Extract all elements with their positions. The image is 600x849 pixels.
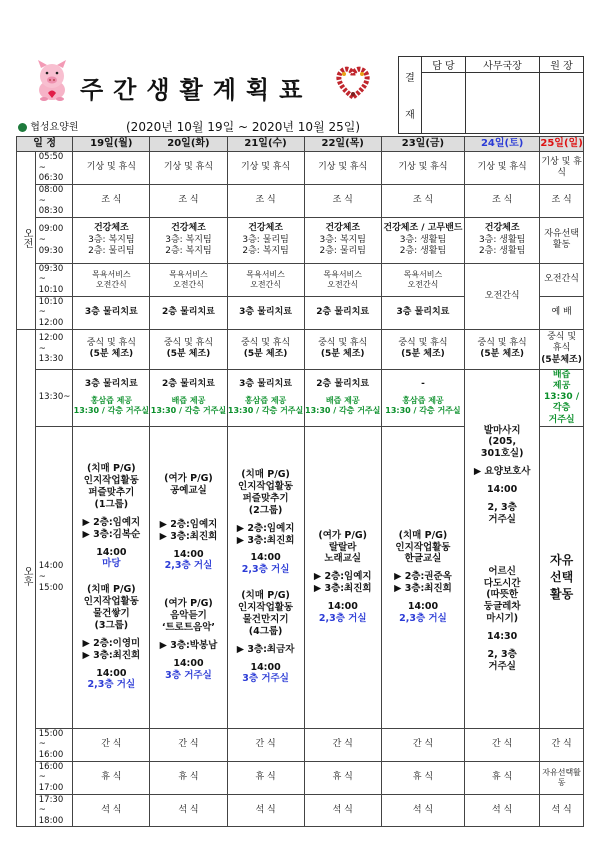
time-cell: 15:00 ~ 16:00 xyxy=(35,728,73,761)
cell: 2층 물리치료 xyxy=(150,296,227,329)
cell: 조 식 xyxy=(381,184,464,217)
cell: 2층 물리치료 xyxy=(304,296,381,329)
header-schedule: 일 정 xyxy=(17,137,73,152)
row-rest xyxy=(17,761,584,794)
time-cell: 16:00 ~ 17:00 xyxy=(35,761,73,794)
cell: 건강체조 3층: 복지팀 2층: 물리팀 xyxy=(73,217,150,263)
cell: 조 식 xyxy=(227,184,304,217)
cell: 휴 식 xyxy=(227,761,304,794)
cell: 휴 식 xyxy=(304,761,381,794)
approval-col-director: 원 장 xyxy=(540,57,584,73)
cell: 간 식 xyxy=(150,728,227,761)
cell: 오전간식 xyxy=(540,263,584,296)
date-range: (2020년 10월 19일 ~ 2020년 10월 25일) xyxy=(126,120,361,134)
cell: 목욕서비스 오전간식 xyxy=(227,263,304,296)
approval-sign-director xyxy=(540,73,584,134)
header-day-sat: 24일(토) xyxy=(465,137,540,152)
cell: 석 식 xyxy=(227,794,304,827)
approval-sign-staff xyxy=(422,73,466,134)
cell: 간 식 xyxy=(227,728,304,761)
cell: 기상 및 휴식 xyxy=(150,152,227,185)
row-exercise xyxy=(17,217,584,263)
cell: 건강체조 / 고무밴드 3층: 생활팀 2층: 생활팀 xyxy=(381,217,464,263)
cell: 간 식 xyxy=(381,728,464,761)
cell: 2층 물리치료 배즙 제공 13:30 / 각층 거주실 xyxy=(304,369,381,426)
cell: 2층 물리치료 배즙 제공 13:30 / 각층 거주실 xyxy=(150,369,227,426)
row-breakfast xyxy=(17,184,584,217)
approval-sign-manager xyxy=(465,73,539,134)
cell: 간 식 xyxy=(304,728,381,761)
cell: 중식 및 휴식 (5분 체조) xyxy=(381,329,464,369)
time-cell: 14:00 ~ 15:00 xyxy=(35,426,73,728)
cell: 간 식 xyxy=(73,728,150,761)
time-cell: 10:10 ~ 12:00 xyxy=(35,296,73,329)
period-am: 오전 xyxy=(17,152,36,330)
org-name: 협성요양원 xyxy=(18,118,79,133)
cell: 간 식 xyxy=(465,728,540,761)
cell-mon-program: (치매 P/G) 인지작업활동 퍼즐맞추기 (1그룹) ▶ 2층:임예지 ▶ 3층:김복순 14:00 마당 (치매 P/G) 인지작업활동 물건쌓기 (3그룹) ▶ 2층:이영미 ▶ 3층:최진희 14:00 2,3층 거실 xyxy=(73,426,150,728)
cell: - 홍삼즙 제공 13:30 / 각층 거주실 xyxy=(381,369,464,426)
cell: 간 식 xyxy=(540,728,584,761)
time-cell: 12:00 ~ 13:30 xyxy=(35,329,73,369)
header-day: 20일(화) xyxy=(150,137,227,152)
cell: 3층 물리치료 홍삼즙 제공 13:30 / 각층 거주실 xyxy=(227,369,304,426)
cell: 조 식 xyxy=(304,184,381,217)
cell: 중식 및 휴식 (5분 체조) xyxy=(150,329,227,369)
flower-heart-icon xyxy=(336,66,370,100)
cell: 중식 및 휴식 (5분 체조) xyxy=(304,329,381,369)
header-day: 21일(수) xyxy=(227,137,304,152)
cell: 건강체조 3층: 생활팀 2층: 생활팀 xyxy=(465,217,540,263)
header-row xyxy=(17,137,584,152)
cell: 조 식 xyxy=(465,184,540,217)
cell: 석 식 xyxy=(304,794,381,827)
cell: 건강체조 3층: 물리팀 2층: 복지팀 xyxy=(227,217,304,263)
cell: 자유선택활동 xyxy=(540,761,584,794)
cell: 조 식 xyxy=(73,184,150,217)
cell-sat-afternoon: 발마사지 (205, 301호실) ▶ 요양보호사 14:00 2, 3층 거주실 어르신 다도시간 (따뜻한 둥글레차 마시기) 14:30 2, 3층 거주실 xyxy=(465,369,540,728)
cell: 목욕서비스 오전간식 xyxy=(150,263,227,296)
cell: 기상 및 휴식 xyxy=(227,152,304,185)
cell: 기상 및 휴식 xyxy=(73,152,150,185)
period-pm: 오후 xyxy=(17,329,36,827)
cell: 기상 및 휴식 xyxy=(540,152,584,185)
cell: 목욕서비스 오전간식 xyxy=(73,263,150,296)
header-day: 19일(월) xyxy=(73,137,150,152)
schedule-table xyxy=(16,136,584,827)
cell: 휴 식 xyxy=(381,761,464,794)
org-logo-icon xyxy=(18,123,27,132)
row-afternoon-therapy xyxy=(17,369,584,426)
cell: 석 식 xyxy=(73,794,150,827)
cell: 오전간식 xyxy=(465,263,540,329)
cell: 중식 및 휴식 (5분 체조) xyxy=(465,329,540,369)
row-snack xyxy=(17,728,584,761)
cell: 중식 및 휴식 (5분체조) xyxy=(540,329,584,369)
cell: 기상 및 휴식 xyxy=(304,152,381,185)
cell: 석 식 xyxy=(150,794,227,827)
header-day: 22일(목) xyxy=(304,137,381,152)
cell: 3층 물리치료 xyxy=(381,296,464,329)
cell: 예 배 xyxy=(540,296,584,329)
cell-fri-program: (치매 P/G) 인지작업활동 한글교실 ▶ 2층:권준옥 ▶ 3층:최진희 14:00 2,3층 거실 xyxy=(381,426,464,728)
header-day-sun: 25일(일) xyxy=(540,137,584,152)
cell: 목욕서비스 오전간식 xyxy=(381,263,464,296)
cell: 휴 식 xyxy=(73,761,150,794)
cell: 3층 물리치료 xyxy=(227,296,304,329)
cell: 3층 물리치료 xyxy=(73,296,150,329)
cell-wed-program: (치매 P/G) 인지작업활동 퍼즐맞추기 (2그룹) ▶ 2층:임예지 ▶ 3층:최진희 14:00 2,3층 거실 (치매 P/G) 인지작업활동 물건만지기 (4그룹) ▶ 3층:최금자 14:00 3층 거주실 xyxy=(227,426,304,728)
cell-thu-program: (여가 P/G) 랄랄라 노래교실 ▶ 2층:임예지 ▶ 3층:최진희 14:00 2,3층 거실 xyxy=(304,426,381,728)
cell: 건강체조 3층: 복지팀 2층: 물리팀 xyxy=(304,217,381,263)
time-cell: 09:00 ~ 09:30 xyxy=(35,217,73,263)
page-title: 주간생활계획표 xyxy=(80,76,313,104)
cell-tue-program: (여가 P/G) 공예교실 ▶ 2층:임예지 ▶ 3층:최진희 14:00 2,3층 거실 (여가 P/G) 음악듣기 ‘트로트음악’ ▶ 3층:박봉남 14:00 3층 거주실 xyxy=(150,426,227,728)
row-dinner xyxy=(17,794,584,827)
approval-label: 결 재 xyxy=(399,57,422,134)
cell: 기상 및 휴식 xyxy=(381,152,464,185)
cell: 조 식 xyxy=(150,184,227,217)
row-lunch xyxy=(17,329,584,369)
pig-mascot-icon xyxy=(32,60,72,102)
cell: 휴 식 xyxy=(150,761,227,794)
cell: 3층 물리치료 홍삼즙 제공 13:30 / 각층 거주실 xyxy=(73,369,150,426)
cell: 건강체조 3층: 복지팀 2층: 복지팀 xyxy=(150,217,227,263)
approval-col-staff: 담 당 xyxy=(422,57,466,73)
time-cell: 13:30~ xyxy=(35,369,73,426)
cell: 자유선택활동 xyxy=(540,217,584,263)
cell: 기상 및 휴식 xyxy=(465,152,540,185)
cell: 중식 및 휴식 (5분 체조) xyxy=(227,329,304,369)
row-wakeup xyxy=(17,152,584,185)
header-day: 23일(금) xyxy=(381,137,464,152)
time-cell: 17:30 ~ 18:00 xyxy=(35,794,73,827)
cell: 조 식 xyxy=(540,184,584,217)
cell: 석 식 xyxy=(540,794,584,827)
cell: 석 식 xyxy=(465,794,540,827)
cell: 중식 및 휴식 (5분 체조) xyxy=(73,329,150,369)
cell: 석 식 xyxy=(381,794,464,827)
cell: 배즙 제공 13:30 / 각층 거주실 xyxy=(540,369,584,426)
row-bath xyxy=(17,263,584,296)
approval-box xyxy=(398,56,584,134)
cell-sun-program: 자유 선택 활동 xyxy=(540,426,584,728)
cell: 목욕서비스 오전간식 xyxy=(304,263,381,296)
time-cell: 05:50 ~ 06:30 xyxy=(35,152,73,185)
approval-col-manager: 사무국장 xyxy=(465,57,539,73)
cell: 휴 식 xyxy=(465,761,540,794)
time-cell: 09:30 ~ 10:10 xyxy=(35,263,73,296)
time-cell: 08:00 ~ 08:30 xyxy=(35,184,73,217)
